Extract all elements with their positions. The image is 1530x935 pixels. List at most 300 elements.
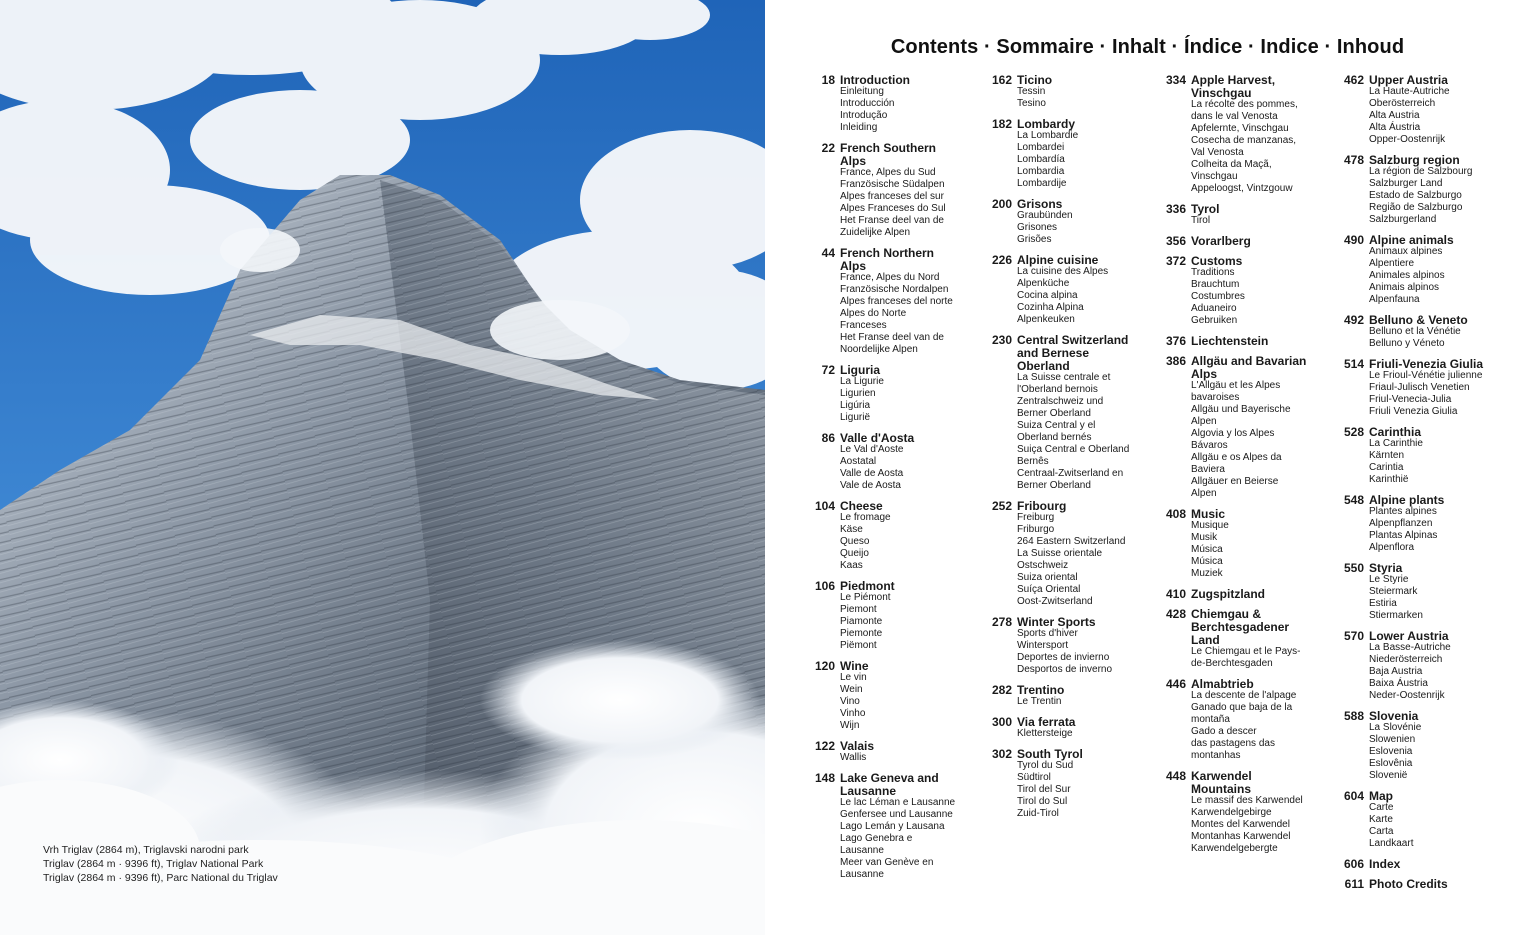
page-number: 376 xyxy=(1165,334,1186,348)
translated-title: Alpenfauna xyxy=(1369,294,1420,305)
translated-title: l'Oberland bernois xyxy=(1017,384,1098,395)
page-number: 528 xyxy=(1343,425,1364,439)
section-title: Customs xyxy=(1191,254,1243,268)
section-title: Liguria xyxy=(840,363,881,377)
translated-title: Baja Austria xyxy=(1369,666,1423,677)
translated-title: La Suisse centrale et xyxy=(1017,372,1111,383)
section-title: Upper Austria xyxy=(1369,73,1448,87)
page-number: 490 xyxy=(1343,233,1364,247)
section-title: Map xyxy=(1369,789,1393,803)
translated-title: Inleiding xyxy=(840,122,878,133)
translated-title: Tesino xyxy=(1017,98,1046,109)
section-title: Slovenia xyxy=(1369,709,1419,723)
section-title: Allgäu and Bavarian xyxy=(1191,354,1307,368)
page-number: 492 xyxy=(1343,313,1364,327)
translated-title: Tyrol du Sud xyxy=(1017,760,1074,771)
toc-entry[interactable] xyxy=(1331,493,1483,554)
translated-title: La Carinthie xyxy=(1369,438,1423,449)
translated-title: Karwendelgebergte xyxy=(1191,843,1278,854)
translated-title: Costumbres xyxy=(1191,291,1245,302)
section-title: Alps xyxy=(1191,367,1218,381)
page-number: 356 xyxy=(1165,234,1186,248)
translated-title: Música xyxy=(1191,544,1223,555)
translated-title: Deportes de invierno xyxy=(1017,652,1110,663)
translated-title: bavaroises xyxy=(1191,392,1240,403)
translated-title: Belluno et la Vénétie xyxy=(1369,326,1461,337)
translated-title: de-Berchtesgaden xyxy=(1191,658,1273,669)
toc-entry[interactable] xyxy=(802,499,955,572)
translated-title: Grisones xyxy=(1017,222,1058,233)
translated-title: La Slovénie xyxy=(1369,722,1422,733)
translated-title: Alpes franceses del norte xyxy=(840,296,953,307)
translated-title: Alpes franceses del sur xyxy=(840,191,944,202)
translated-title: Zuid-Tirol xyxy=(1017,808,1059,819)
photo-caption xyxy=(43,843,278,885)
translated-title: La Lombardie xyxy=(1017,130,1079,141)
translated-title: Plantas Alpinas xyxy=(1369,530,1438,541)
translated-title: Piemonte xyxy=(840,628,883,639)
toc-column xyxy=(802,73,955,888)
translated-title: Le massif des Karwendel xyxy=(1191,795,1303,806)
translated-title: Wein xyxy=(840,684,863,695)
toc-entry[interactable] xyxy=(1153,234,1306,247)
translated-title: Ligurië xyxy=(840,412,871,423)
translated-title: Baviera xyxy=(1191,464,1225,475)
section-title: Chiemgau & xyxy=(1191,607,1262,621)
translated-title: Carte xyxy=(1369,802,1394,813)
translated-title: Val Venosta xyxy=(1191,147,1244,158)
translated-title: Käse xyxy=(840,524,863,535)
section-title: Grisons xyxy=(1017,197,1063,211)
section-title: Introduction xyxy=(840,73,910,87)
page-number: 148 xyxy=(814,771,835,785)
translated-title: Lombardije xyxy=(1017,178,1067,189)
page-number: 302 xyxy=(991,747,1012,761)
page-number: 606 xyxy=(1343,857,1364,871)
translated-title: Lombardei xyxy=(1017,142,1065,153)
toc-entry[interactable] xyxy=(1153,677,1306,762)
section-title: Liechtenstein xyxy=(1191,334,1269,348)
translated-title: montanhas xyxy=(1191,750,1241,761)
page-number: 122 xyxy=(814,739,835,753)
section-title: Salzburg region xyxy=(1369,153,1460,167)
toc-entry[interactable] xyxy=(802,771,955,881)
translated-title: La Suisse orientale xyxy=(1017,548,1103,559)
toc-entry[interactable] xyxy=(1331,857,1483,870)
translated-title: Wallis xyxy=(840,752,867,763)
translated-title: Oberösterreich xyxy=(1369,98,1436,109)
translated-title: Oost-Zwitserland xyxy=(1017,596,1093,607)
page-number: 226 xyxy=(991,253,1012,267)
translated-title: Ligurien xyxy=(840,388,876,399)
translated-title: Graubünden xyxy=(1017,210,1073,221)
page-number: 120 xyxy=(814,659,835,673)
translated-title: La récolte des pommes, xyxy=(1191,99,1298,110)
toc-entry[interactable] xyxy=(979,333,1129,492)
page-number: 570 xyxy=(1343,629,1364,643)
translated-title: Freiburg xyxy=(1017,512,1055,523)
section-title: Photo Credits xyxy=(1369,877,1448,891)
section-title: Via ferrata xyxy=(1017,715,1076,729)
translated-title: Aduaneiro xyxy=(1191,303,1237,314)
translated-title: Friul-Venecia-Julia xyxy=(1369,394,1452,405)
translated-title: Cocina alpina xyxy=(1017,290,1078,301)
translated-title: La région de Salzbourg xyxy=(1369,166,1473,177)
translated-title: Alpenflora xyxy=(1369,542,1415,553)
toc-entry[interactable] xyxy=(1331,313,1483,350)
section-title: Oberland xyxy=(1017,359,1070,373)
translated-title: Carta xyxy=(1369,826,1394,837)
toc-entry[interactable] xyxy=(979,683,1129,708)
translated-title: Animales alpinos xyxy=(1369,270,1445,281)
section-title: Cheese xyxy=(840,499,883,513)
page-number: 22 xyxy=(821,141,835,155)
toc-entry[interactable] xyxy=(1331,425,1483,486)
translated-title: Slovenië xyxy=(1369,770,1408,781)
toc-column xyxy=(979,73,1129,827)
section-title: Ticino xyxy=(1017,73,1053,87)
translated-title: Alpen xyxy=(1191,416,1217,427)
translated-title: Carintia xyxy=(1369,462,1404,473)
caption-line: Vrh Triglav (2864 m), Triglavski narodni park xyxy=(43,844,249,856)
toc-entry[interactable] xyxy=(1153,587,1306,600)
section-title: Music xyxy=(1191,507,1226,521)
toc-entry[interactable] xyxy=(1331,877,1483,890)
translated-title: Montes del Karwendel xyxy=(1191,819,1290,830)
translated-title: La cuisine des Alpes xyxy=(1017,266,1109,277)
toc-column xyxy=(1153,73,1306,862)
translated-title: Baixa Áustria xyxy=(1369,678,1428,689)
translated-title: Tirol del Sur xyxy=(1017,784,1071,795)
translated-title: Cosecha de manzanas, xyxy=(1191,135,1297,146)
page-number: 18 xyxy=(821,73,835,87)
page-number: 86 xyxy=(821,431,835,445)
section-title: French Southern xyxy=(840,141,937,155)
page-number: 372 xyxy=(1165,254,1186,268)
translated-title: Allgäu und Bayerische xyxy=(1191,404,1291,415)
page-number: 550 xyxy=(1343,561,1364,575)
translated-title: France, Alpes du Nord xyxy=(840,272,940,283)
page-number: 588 xyxy=(1343,709,1364,723)
translated-title: Kaas xyxy=(840,560,863,571)
translated-title: Alpen xyxy=(1191,488,1217,499)
translated-title: Le Styrie xyxy=(1369,574,1409,585)
translated-title: Allgäu e os Alpes da xyxy=(1191,452,1282,463)
section-title: Lower Austria xyxy=(1369,629,1449,643)
translated-title: Berner Oberland xyxy=(1017,408,1091,419)
translated-title: Neder-Oostenrijk xyxy=(1369,690,1445,701)
translated-title: Colheita da Maçã, xyxy=(1191,159,1272,170)
section-title: Lausanne xyxy=(840,784,897,798)
translated-title: Alpes do Norte xyxy=(840,308,907,319)
page-number: 230 xyxy=(991,333,1012,347)
section-title: Styria xyxy=(1369,561,1403,575)
section-title: Land xyxy=(1191,633,1220,647)
section-title: Valais xyxy=(840,739,875,753)
translated-title: das pastagens das xyxy=(1191,738,1275,749)
translated-title: dans le val Venosta xyxy=(1191,111,1278,122)
translated-title: Eslovenia xyxy=(1369,746,1413,757)
translated-title: Le Frioul-Vénétie julienne xyxy=(1369,370,1483,381)
translated-title: montaña xyxy=(1191,714,1230,725)
page-number: 386 xyxy=(1165,354,1186,368)
translated-title: Lausanne xyxy=(840,869,884,880)
toc-entry[interactable] xyxy=(1331,233,1483,306)
page-number: 478 xyxy=(1343,153,1364,167)
toc-entry[interactable] xyxy=(1153,334,1306,347)
translated-title: Lausanne xyxy=(840,845,884,856)
translated-title: Meer van Genève en xyxy=(840,857,934,868)
translated-title: Wintersport xyxy=(1017,640,1069,651)
translated-title: Le vin xyxy=(840,672,867,683)
translated-title: Brauchtum xyxy=(1191,279,1240,290)
section-title: Trentino xyxy=(1017,683,1065,697)
translated-title: Stiermarken xyxy=(1369,610,1423,621)
section-title: Lombardy xyxy=(1017,117,1076,131)
translated-title: Wijn xyxy=(840,720,860,731)
translated-title: Tirol do Sul xyxy=(1017,796,1068,807)
page-number: 300 xyxy=(991,715,1012,729)
section-title: Almabtrieb xyxy=(1191,677,1254,691)
translated-title: Ostschweiz xyxy=(1017,560,1069,571)
translated-title: Estado de Salzburgo xyxy=(1369,190,1462,201)
page-number: 282 xyxy=(991,683,1012,697)
translated-title: 264 Eastern Switzerland xyxy=(1017,536,1126,547)
translated-title: Queijo xyxy=(840,548,869,559)
translated-title: Animais alpinos xyxy=(1369,282,1440,293)
translated-title: Gebruiken xyxy=(1191,315,1238,326)
toc-entry[interactable] xyxy=(1153,507,1306,580)
translated-title: Piamonte xyxy=(840,616,883,627)
toc-entry[interactable] xyxy=(802,659,955,732)
translated-title: Aostatal xyxy=(840,456,877,467)
translated-title: L'Allgäu et les Alpes xyxy=(1191,380,1281,391)
translated-title: Französische Nordalpen xyxy=(840,284,949,295)
toc-entry[interactable] xyxy=(802,246,955,356)
page-number: 428 xyxy=(1165,607,1186,621)
translated-title: Le Trentin xyxy=(1017,696,1062,707)
section-title: Alpine plants xyxy=(1369,493,1445,507)
translated-title: Het Franse deel van de xyxy=(840,332,944,343)
toc-entry[interactable] xyxy=(979,615,1129,676)
page-number: 278 xyxy=(991,615,1012,629)
translated-title: Suiza Central y el xyxy=(1017,420,1096,431)
section-title: Vinschgau xyxy=(1191,86,1252,100)
toc-entry[interactable] xyxy=(1153,769,1306,855)
caption-line: Triglav (2864 m · 9396 ft), Triglav National Park xyxy=(43,858,264,870)
page-number: 408 xyxy=(1165,507,1186,521)
toc-entry[interactable] xyxy=(1331,789,1483,850)
toc-entry[interactable] xyxy=(1331,153,1483,226)
toc-entry[interactable] xyxy=(979,715,1129,740)
translated-title: Französische Südalpen xyxy=(840,179,945,190)
toc-entry[interactable] xyxy=(1331,73,1483,146)
toc-entry[interactable] xyxy=(802,363,955,424)
translated-title: Genfersee und Lausanne xyxy=(840,809,953,820)
translated-title: Zentralschweiz und xyxy=(1017,396,1104,407)
toc-entry[interactable] xyxy=(1331,629,1483,702)
translated-title: Friburgo xyxy=(1017,524,1055,535)
caption-line: Triglav (2864 m · 9396 ft), Parc National du Triglav xyxy=(43,872,278,884)
section-title: Piedmont xyxy=(840,579,895,593)
translated-title: Algovia y los Alpes xyxy=(1191,428,1275,439)
translated-title: Suíça Oriental xyxy=(1017,584,1081,595)
translated-title: Plantes alpines xyxy=(1369,506,1437,517)
translated-title: Bávaros xyxy=(1191,440,1228,451)
page-number: 514 xyxy=(1343,357,1364,371)
toc-entry[interactable] xyxy=(1331,357,1483,418)
translated-title: Vinschgau xyxy=(1191,171,1238,182)
translated-title: Animaux alpines xyxy=(1369,246,1443,257)
toc-entry[interactable] xyxy=(1331,709,1483,782)
toc-entry[interactable] xyxy=(979,73,1129,110)
toc-entry[interactable] xyxy=(979,499,1129,608)
toc-entry[interactable] xyxy=(802,739,955,764)
translated-title: Allgäuer en Beierse xyxy=(1191,476,1279,487)
toc-entry[interactable] xyxy=(1153,354,1306,500)
toc-entry[interactable] xyxy=(979,747,1129,820)
translated-title: Belluno y Véneto xyxy=(1369,338,1445,349)
translated-title: Klettersteige xyxy=(1017,728,1073,739)
section-title: Alpine cuisine xyxy=(1017,253,1099,267)
translated-title: Noordelijke Alpen xyxy=(840,344,918,355)
translated-title: Lago Lemán y Lausana xyxy=(840,821,945,832)
page-number: 611 xyxy=(1344,877,1364,891)
translated-title: Le Piémont xyxy=(840,592,891,603)
toc-entry[interactable] xyxy=(1153,73,1306,195)
section-title: Lake Geneva and xyxy=(840,771,939,785)
translated-title: Lombardia xyxy=(1017,166,1065,177)
page-number: 448 xyxy=(1165,769,1186,783)
page-number: 106 xyxy=(814,579,835,593)
toc-entry[interactable] xyxy=(802,141,955,239)
page-number: 410 xyxy=(1165,587,1186,601)
translated-title: La Ligurie xyxy=(840,376,884,387)
translated-title: Cozinha Alpina xyxy=(1017,302,1084,313)
translated-title: Tirol xyxy=(1191,215,1211,226)
translated-title: Lago Genebra e xyxy=(840,833,913,844)
section-title: Mountains xyxy=(1191,782,1251,796)
toc-entry[interactable] xyxy=(1153,254,1306,327)
section-title: Friuli-Venezia Giulia xyxy=(1369,357,1484,371)
section-title: South Tyrol xyxy=(1017,747,1083,761)
section-title: Alpine animals xyxy=(1369,233,1454,247)
translated-title: Salzburger Land xyxy=(1369,178,1443,189)
translated-title: Tessin xyxy=(1017,86,1046,97)
translated-title: La Basse-Autriche xyxy=(1369,642,1451,653)
translated-title: Le Val d'Aoste xyxy=(840,444,904,455)
translated-title: Centraal-Zwitserland en xyxy=(1017,468,1124,479)
translated-title: Zuidelijke Alpen xyxy=(840,227,911,238)
translated-title: Salzburgerland xyxy=(1369,214,1437,225)
translated-title: Desportos de inverno xyxy=(1017,664,1113,675)
translated-title: Piemont xyxy=(840,604,877,615)
translated-title: Oberland bernés xyxy=(1017,432,1092,443)
section-title: Vorarlberg xyxy=(1191,234,1251,248)
translated-title: Vale de Aosta xyxy=(840,480,901,491)
translated-title: Valle de Aosta xyxy=(840,468,904,479)
translated-title: Bernês xyxy=(1017,456,1049,467)
translated-title: Suiza oriental xyxy=(1017,572,1078,583)
toc-entry[interactable] xyxy=(802,579,955,652)
translated-title: Einleitung xyxy=(840,86,884,97)
toc-entry[interactable] xyxy=(979,197,1129,246)
translated-title: Eslovênia xyxy=(1369,758,1413,769)
toc-entry[interactable] xyxy=(802,431,955,492)
translated-title: Le fromage xyxy=(840,512,891,523)
translated-title: Apfelernte, Vinschgau xyxy=(1191,123,1289,134)
toc-entry[interactable] xyxy=(1153,202,1306,227)
toc-entry[interactable] xyxy=(802,73,955,134)
translated-title: Musik xyxy=(1191,532,1218,543)
translated-title: Vino xyxy=(840,696,860,707)
translated-title: Alpenküche xyxy=(1017,278,1070,289)
page-number: 182 xyxy=(991,117,1012,131)
translated-title: Ganado que baja de la xyxy=(1191,702,1293,713)
page-number: 200 xyxy=(991,197,1012,211)
translated-title: Muziek xyxy=(1191,568,1223,579)
translated-title: Introdução xyxy=(840,110,888,121)
translated-title: Opper-Oostenrijk xyxy=(1369,134,1446,145)
translated-title: Karwendelgebirge xyxy=(1191,807,1272,818)
translated-title: Musique xyxy=(1191,520,1229,531)
translated-title: Alta Austria xyxy=(1369,110,1420,121)
translated-title: Alpentiere xyxy=(1369,258,1415,269)
page-number: 44 xyxy=(821,246,835,260)
translated-title: Piëmont xyxy=(840,640,877,651)
translated-title: Friaul-Julisch Venetien xyxy=(1369,382,1470,393)
section-title: Fribourg xyxy=(1017,499,1067,513)
translated-title: Karinthië xyxy=(1369,474,1409,485)
section-title: Wine xyxy=(840,659,869,673)
translated-title: Alta Áustria xyxy=(1369,122,1421,133)
translated-title: Queso xyxy=(840,536,870,547)
translated-title: Het Franse deel van de xyxy=(840,215,944,226)
translated-title: Sports d'hiver xyxy=(1017,628,1078,639)
translated-title: Gado a descer xyxy=(1191,726,1257,737)
translated-title: Slowenien xyxy=(1369,734,1416,745)
translated-title: Lombardía xyxy=(1017,154,1065,165)
translated-title: Le Chiemgau et le Pays- xyxy=(1191,646,1301,657)
translated-title: Suiça Central e Oberland xyxy=(1017,444,1130,455)
translated-title: Introducción xyxy=(840,98,895,109)
section-title: Carinthia xyxy=(1369,425,1422,439)
page-number: 72 xyxy=(821,363,835,377)
translated-title: Estiria xyxy=(1369,598,1397,609)
translated-title: Ligúria xyxy=(840,400,871,411)
toc-title: Contents · Sommaire · Inhalt · Índice · Indice · Inhoud xyxy=(890,36,1405,58)
page-number: 162 xyxy=(991,73,1012,87)
translated-title: Montanhas Karwendel xyxy=(1191,831,1291,842)
translated-title: Região de Salzburgo xyxy=(1369,202,1463,213)
section-title: Belluno & Veneto xyxy=(1369,313,1468,327)
translated-title: Alpes Franceses do Sul xyxy=(840,203,946,214)
toc-entry[interactable] xyxy=(1331,561,1483,622)
section-title: Central Switzerland xyxy=(1017,333,1129,347)
toc-entry[interactable] xyxy=(979,117,1129,190)
toc-entry[interactable] xyxy=(979,253,1129,326)
page-number: 336 xyxy=(1165,202,1186,216)
translated-title: Franceses xyxy=(840,320,887,331)
toc-entry[interactable] xyxy=(1153,607,1306,670)
translated-title: Alpenkeuken xyxy=(1017,314,1075,325)
translated-title: La Haute-Autriche xyxy=(1369,86,1450,97)
translated-title: Landkaart xyxy=(1369,838,1414,849)
translated-title: Música xyxy=(1191,556,1223,567)
page-number: 548 xyxy=(1343,493,1364,507)
page-number: 604 xyxy=(1343,789,1364,803)
translated-title: Grisões xyxy=(1017,234,1052,245)
